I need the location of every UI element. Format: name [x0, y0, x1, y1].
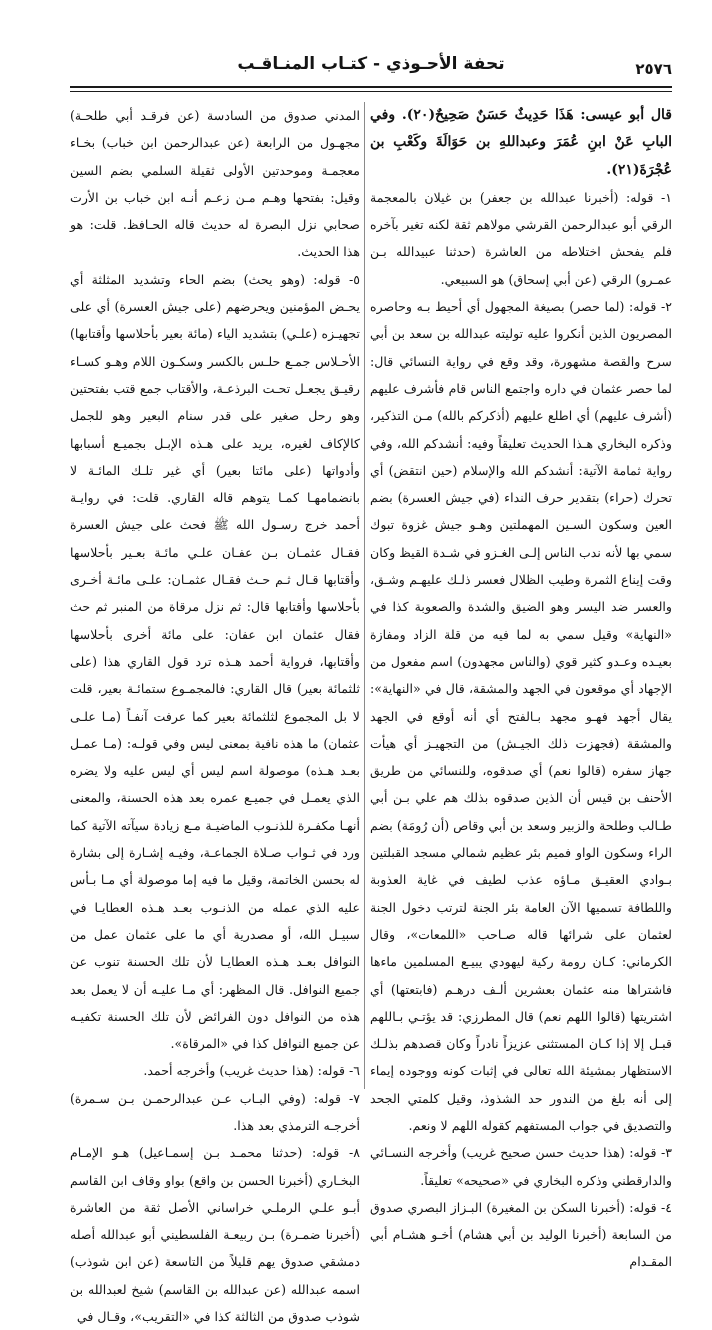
page-number: ٢٥٧٦ [635, 60, 672, 78]
paragraph-note-7: ٧- قوله: (وفي البـاب عـن عبدالرحمـن بـن سـمرة) أخرجـه الترمذي بعد هذا. [70, 1090, 360, 1133]
right-column [370, 102, 672, 1270]
header-rule-thin [70, 91, 672, 92]
paragraph-note-5: ٥- قوله: (وهو يحث) بضم الحاء وتشديد المثلثة أي يحـض المؤمنين ويحرضهم (على جيش العسرة) أي على تجهيـزه (علـي) بتشديد الياء (مائة بعير بأحلاسها وأقتابها) الأحـلاس جمـع حلـس بالكسر وسكـون اللام وهـو كسـاء رقيـق يجعـل تحـت البرذعـة، والأقتاب جمع قتب بفتحتين وهو رحل صغير على قدر سنام البعير وهو للجمل كالإكاف لغيره، يريد على هـذه الإبـل بجميـع أسبابها وأدواتها (على مائتا بعير) أي غير تلـك المائـة لا بانضمامهـا كمـا يتوهم قاله القاري. قلت: في روايـة أحمد خرج رسـول الله ﷺ فحث على جيش العسرة فقـال عثمـان بـن عفـان علـي مائـة بعـير بأحلاسها وأقتابها قـال ثـم حـث فقـال عثمـان: علـى مائـة أخـرى بأحلاسها وأقتابها قال: ثم نزل مرقاة من المنبر ثم حث فقال عثمان ابن عفان: على مائة أخرى بأحلاسها وأقتابها، فرواية أحمد هـذه ترد قول القاري هذا (على ثلثمائة بعير) قال القاري: فالمجمـوع ستمائـة بعير، قلت لا بل المجموع لثلثمائة بعير كما عرفت آنفـاً (مـا علـى عثمان) ما هذه نافية بمعنى ليس وفي قولـه: (مـا عمـل بعـد هـذه) موصولة اسم ليس أي ليس عليه ولا يضره الذي يعمـل في جميـع عمره بعد هذه الحسنة، والمعنى أنهـا مكفـرة للذنـوب الماضيـة مـع زيادة سيآته الآتية كما ورد في ثـواب صـلاة الجماعـة، وفيـه إشـارة إلى بشارة له بحسن الخاتمة، وقيل ما فيه إما موصولة أي مـا بـأس عليه الذي عمله من الذنـوب بعـد هـذه العطايـا في سبيـل الله، أو مصدرية أي ما على عثمان عمل من النوافل بعـد هـذه العطايـا لأن تلك الحسنة تنوب عن جميع النوافل. قال المظهر: أي مـا عليـه أن لا يعمل بعد هذه من النوافل دون الفرائض لأن تلك الحسنة تكفيـه عن جميع النوافل كذا في «المرقاة». [70, 271, 360, 1052]
page-header [70, 44, 672, 84]
paragraph-note-8: ٨- قوله: (حدثنا محمـد بـن إسمـاعيل) هـو الإمـام البخـاري (أخبرنا الحسن بن واقع) بواو وقاف ابن القاسم أبـو علـي الرملـي خراساني الأصل ثقة من العاشرة (أخبرنا ضمـرة) بـن ربيعـة الفلسطيني أبو عبدالله أصله دمشقي صدوق يهم قليلاً من التاسعة (عن ابن شوذب) اسمه عبدالله (عن عبدالله بن القاسم) شيخ لعبدالله بن شوذب صدوق من الثالثة كذا في «التقريب»، وقـال في [70, 1145, 360, 1325]
paragraph-continuation: المدني صدوق من السادسة (عن فرقـد أبي طلحـة) مجهـول من الرابعة (عن عبدالرحمن ابن خباب) بخـاء معجمـة وموحدتين الأولى ثقيلة السلمي بضم السين وقيل: بفتحها وهـم مـن زعـم أنـه ابن خباب بن الأرت صحابي نزل البصرة له حديث قاله الحـافظ. قلت: هو هذا الحديث. [70, 108, 360, 260]
paragraph-note-2: ٢- قوله: (لما حصر) بصيغة المجهول أي أحيط بـه وحاصره المصريون الذين أنكروا عليه توليته عبدالله بن سعد بن أبي سرح والقصة مشهورة، وقد وقع في رواية النسائي قال: لما حصر عثمان في داره واجتمع الناس قام فأشرف عليهم (أشرف عليهم) أي اطلع عليهم (أذكركم بالله) مـن التذكير، وذكره البخاري هـذا الحديث تعليقاً وفيه: أنشدكم الله، وفي رواية ثمامة الآتية: أنشدكم الله والإسلام (حين انتقض) أي تحرك (حراء) بتقدير حرف النداء (في جيش العسرة) بضم العين وسكون السـين المهملتين وهـو جيش غزوة تبوك سمي بها لأنه ندب الناس إلـى الغـزو في شـدة القيظ وكان وقت إيناع الثمرة وطيب الظلال فعسر ذلـك عليهـم وشـق، والعسر ضد اليسر وهو الضيق والشدة والصعوبة كذا في «النهاية» وقيل سمي به لما فيه من قلة الزاد ومفازة بعيـده وعـدو كثير قوي (والناس مجهدون) اسم مفعول من الإجهاد أي موقعون في الجهد والمشقة، قال في «النهاية»: يقال أجهد فهـو مجهد بـالفتح أي أنه أوقع في الجهد والمشقة (فجهزت ذلك الجيـش) من التجهيـز أي هيأت جهاز سفره (قالوا نعم) أي صدقوه، وللنسائي من طريق الأحنف بن قيس أن الذين صدقوه بذلك هم علي بـن أبي طـالب وطلحة والزبير وسعد بن أبي وقاص (أن رُومَة) بضم الراء وسكون الواو فميم بئر عظيم شمالي مسجد القبلتين بـوادي العقيـق مـاؤه عذب لطيف في غاية العذوبة واللطافة تسميها الآن العامة بئر الجنة لترتب دخول الجنة لعثمان على شرائها قاله صـاحب «اللمعات»، وقال الكرماني: كـان رومة ركية ليهودي يبيـع المسلمين ماءها فاشتراها منه عثمان بعشرين ألـف درهـم (فابتعتها) أي اشتريتها (قالوا اللهم نعم) قال المطرزي: قد يؤتـي بـاللهم قبـل إلا إذا كـان المستثنى عزيزاً نادراً وكان قصدهم بذلـك الاستظهار بمشيئة الله تعالى في إثبات كونه ووجوده إيماء إلى أنه بلغ من الندور حد الشذوذ، وقيل كلمتي الجحد والتصديق في جواب المستفهم كقوله اللهم لا ونعم. [370, 299, 672, 1133]
paragraph-abu-isa: قال أبو عيسى: هَذَا حَدِيثٌ حَسَنٌ صَحِيحٌ(٢٠). وفي البابِ عَنْ ابنِ عُمَرَ وعبداللهِ بن حَوَالَةَ وكَعْبِ بن عُجْرَةَ(٢١). [370, 107, 672, 178]
paragraph-note-6: ٦- قوله: (هذا حديث غريب) وأخرجه أحمد. [143, 1063, 360, 1079]
column-divider [364, 102, 365, 1089]
paragraph-note-4: ٤- قوله: (أخبرنا السكن بن المغيرة) البـزاز البصري صدوق من السابعة (أخبرنا الوليد بن أبي هشام) أخـو هشـام أبي المقـدام [370, 1199, 672, 1270]
header-rule [70, 86, 672, 88]
left-column [70, 102, 360, 1325]
running-title: تحفة الأحـوذي - كتـاب المنـاقـب [237, 54, 505, 74]
paragraph-note-1: ١- قوله: (أخبرنا عبدالله بن جعفر) بن غيلان بالمعجمة الرقي أبو عبدالرحمن القرشي مولاهم ثقة لكنه تغير بآخره فلم يفحش اختلاطه من العاشرة (حدثنا عبيدالله بـن عمـرو) الرقي (عن أبي إسحاق) هو السبيعي. [370, 189, 672, 287]
paragraph-note-3: ٣- قوله: (هذا حديث حسن صحيح غريب) وأخرجه النسـائي والدارقطني وذكره البخاري في «صحيحه» تعليقاً. [370, 1145, 672, 1188]
